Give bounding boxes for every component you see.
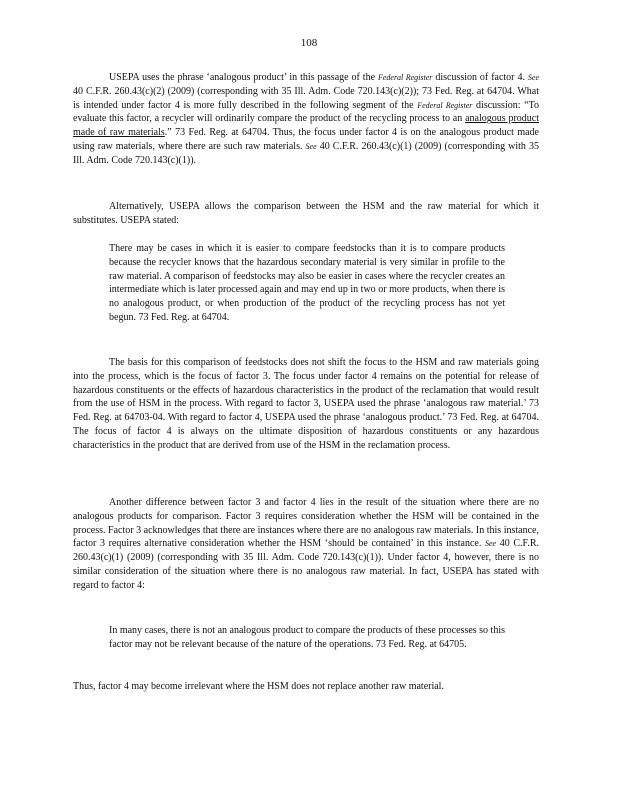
p1-text-1: USEPA uses the phrase ‘analogous product’ in this passage of the — [109, 72, 378, 83]
paragraph-5: Thus, factor 4 may become irrelevant where the HSM does not replace another raw material. — [73, 681, 444, 692]
page-number: 108 — [300, 37, 318, 49]
paragraph-3: The basis for this comparison of feedstocks does not shift the focus to the HSM and raw materials going into the process, which is the focus of factor 3. The focus under factor 4 remains on the potential for release of hazardous constituents or the effects of hazardous characteristics in the product of the reclamation that would result from the use of HSM in the process. With regard to factor 3, USEPA used the phrase ‘analogous raw material.’ 73 Fed. Reg. at 64703-04. With regard to factor 4, USEPA used the phrase ‘analogous product.’ 73 Fed. Reg. at 64704. The focus of factor 4 is always on the ultimate disposition of hazardous constituents or any hazardous characteristics in the product that are derived from use of the HSM in the reclamation process. — [73, 357, 539, 451]
p1-citation-federal-register-1: Federal Register — [377, 73, 433, 82]
paragraph-4 — [73, 496, 539, 593]
p1-text-5: .” 73 Fed. Reg. at 64704. Thus, the focus under factor 4 is on the analogous product made using raw materials, where there are such raw materials. — [73, 127, 539, 152]
p1-text-2: discussion of factor 4. — [432, 72, 528, 83]
p4-text-2: 40 C.F.R. 260.43(c)(1) (2009) (corresponding with 35 Ill. Adm. Code 720.143(c)(1)). Under factor 4, however, there is no similar consideration of the situation where there is no analogous raw material. In fact, USEPA has stated with regard to factor 4: — [73, 538, 539, 591]
p1-text-6: 40 C.F.R. 260.43(c)(1) (2009) (corresponding with 35 Ill. Adm. Code 720.143(c)(1)). — [73, 140, 539, 166]
p1-text-4: discussion: “To evaluate this factor, a recycler will ordinarily compare the product of the recycling process to an — [73, 99, 540, 125]
paragraph-1 — [73, 71, 539, 168]
p1-underlined-phrase: analogous product made of raw materials — [73, 113, 539, 139]
p1-text-3: 40 C.F.R. 260.43(c)(2) (2009) (corresponding with 35 Ill. Adm. Code 720.143(c)(2)); 73 Fed. Reg. at 64704. What is intended under factor 4 is more fully described in the following segment of the — [73, 85, 539, 111]
p4-see-signal: See — [485, 539, 497, 549]
p1-see-signal-2: See — [305, 141, 317, 151]
block-quote-2: In many cases, there is not an analogous product to compare the products of these processes so this factor may not be relevant because of the nature of the operations. 73 Fed. Reg. at 64705. — [109, 625, 506, 650]
block-quote-1: There may be cases in which it is easier to compare feedstocks than it is to compare products because the recycler knows that the hazardous secondary material is very similar in profile to the raw material. A comparison of feedstocks may also be easier in cases where the recycler creates an intermediate which is later processed again and may end up in two or more products, when there is no analogous product, or when production of the product of the recycling process has not yet begun. 73 Fed. Reg. at 64704. — [109, 243, 505, 323]
p1-see-signal-1: See — [527, 73, 539, 82]
p4-text-1: Another difference between factor 3 and factor 4 lies in the result of the situation where there are no analogous products for comparison. Factor 3 requires consideration whether the HSM will be contained in the process. Factor 3 acknowledges that there are instances where there are no analogous raw materials. In this instance, factor 3 requires alternative consideration whether the HSM ‘should be contained’ in this instance. — [73, 497, 539, 550]
paragraph-2: Alternatively, USEPA allows the comparison between the HSM and the raw material for which it substitutes. USEPA stated: — [73, 201, 539, 226]
p1-citation-federal-register-2: Federal Register — [417, 100, 473, 110]
